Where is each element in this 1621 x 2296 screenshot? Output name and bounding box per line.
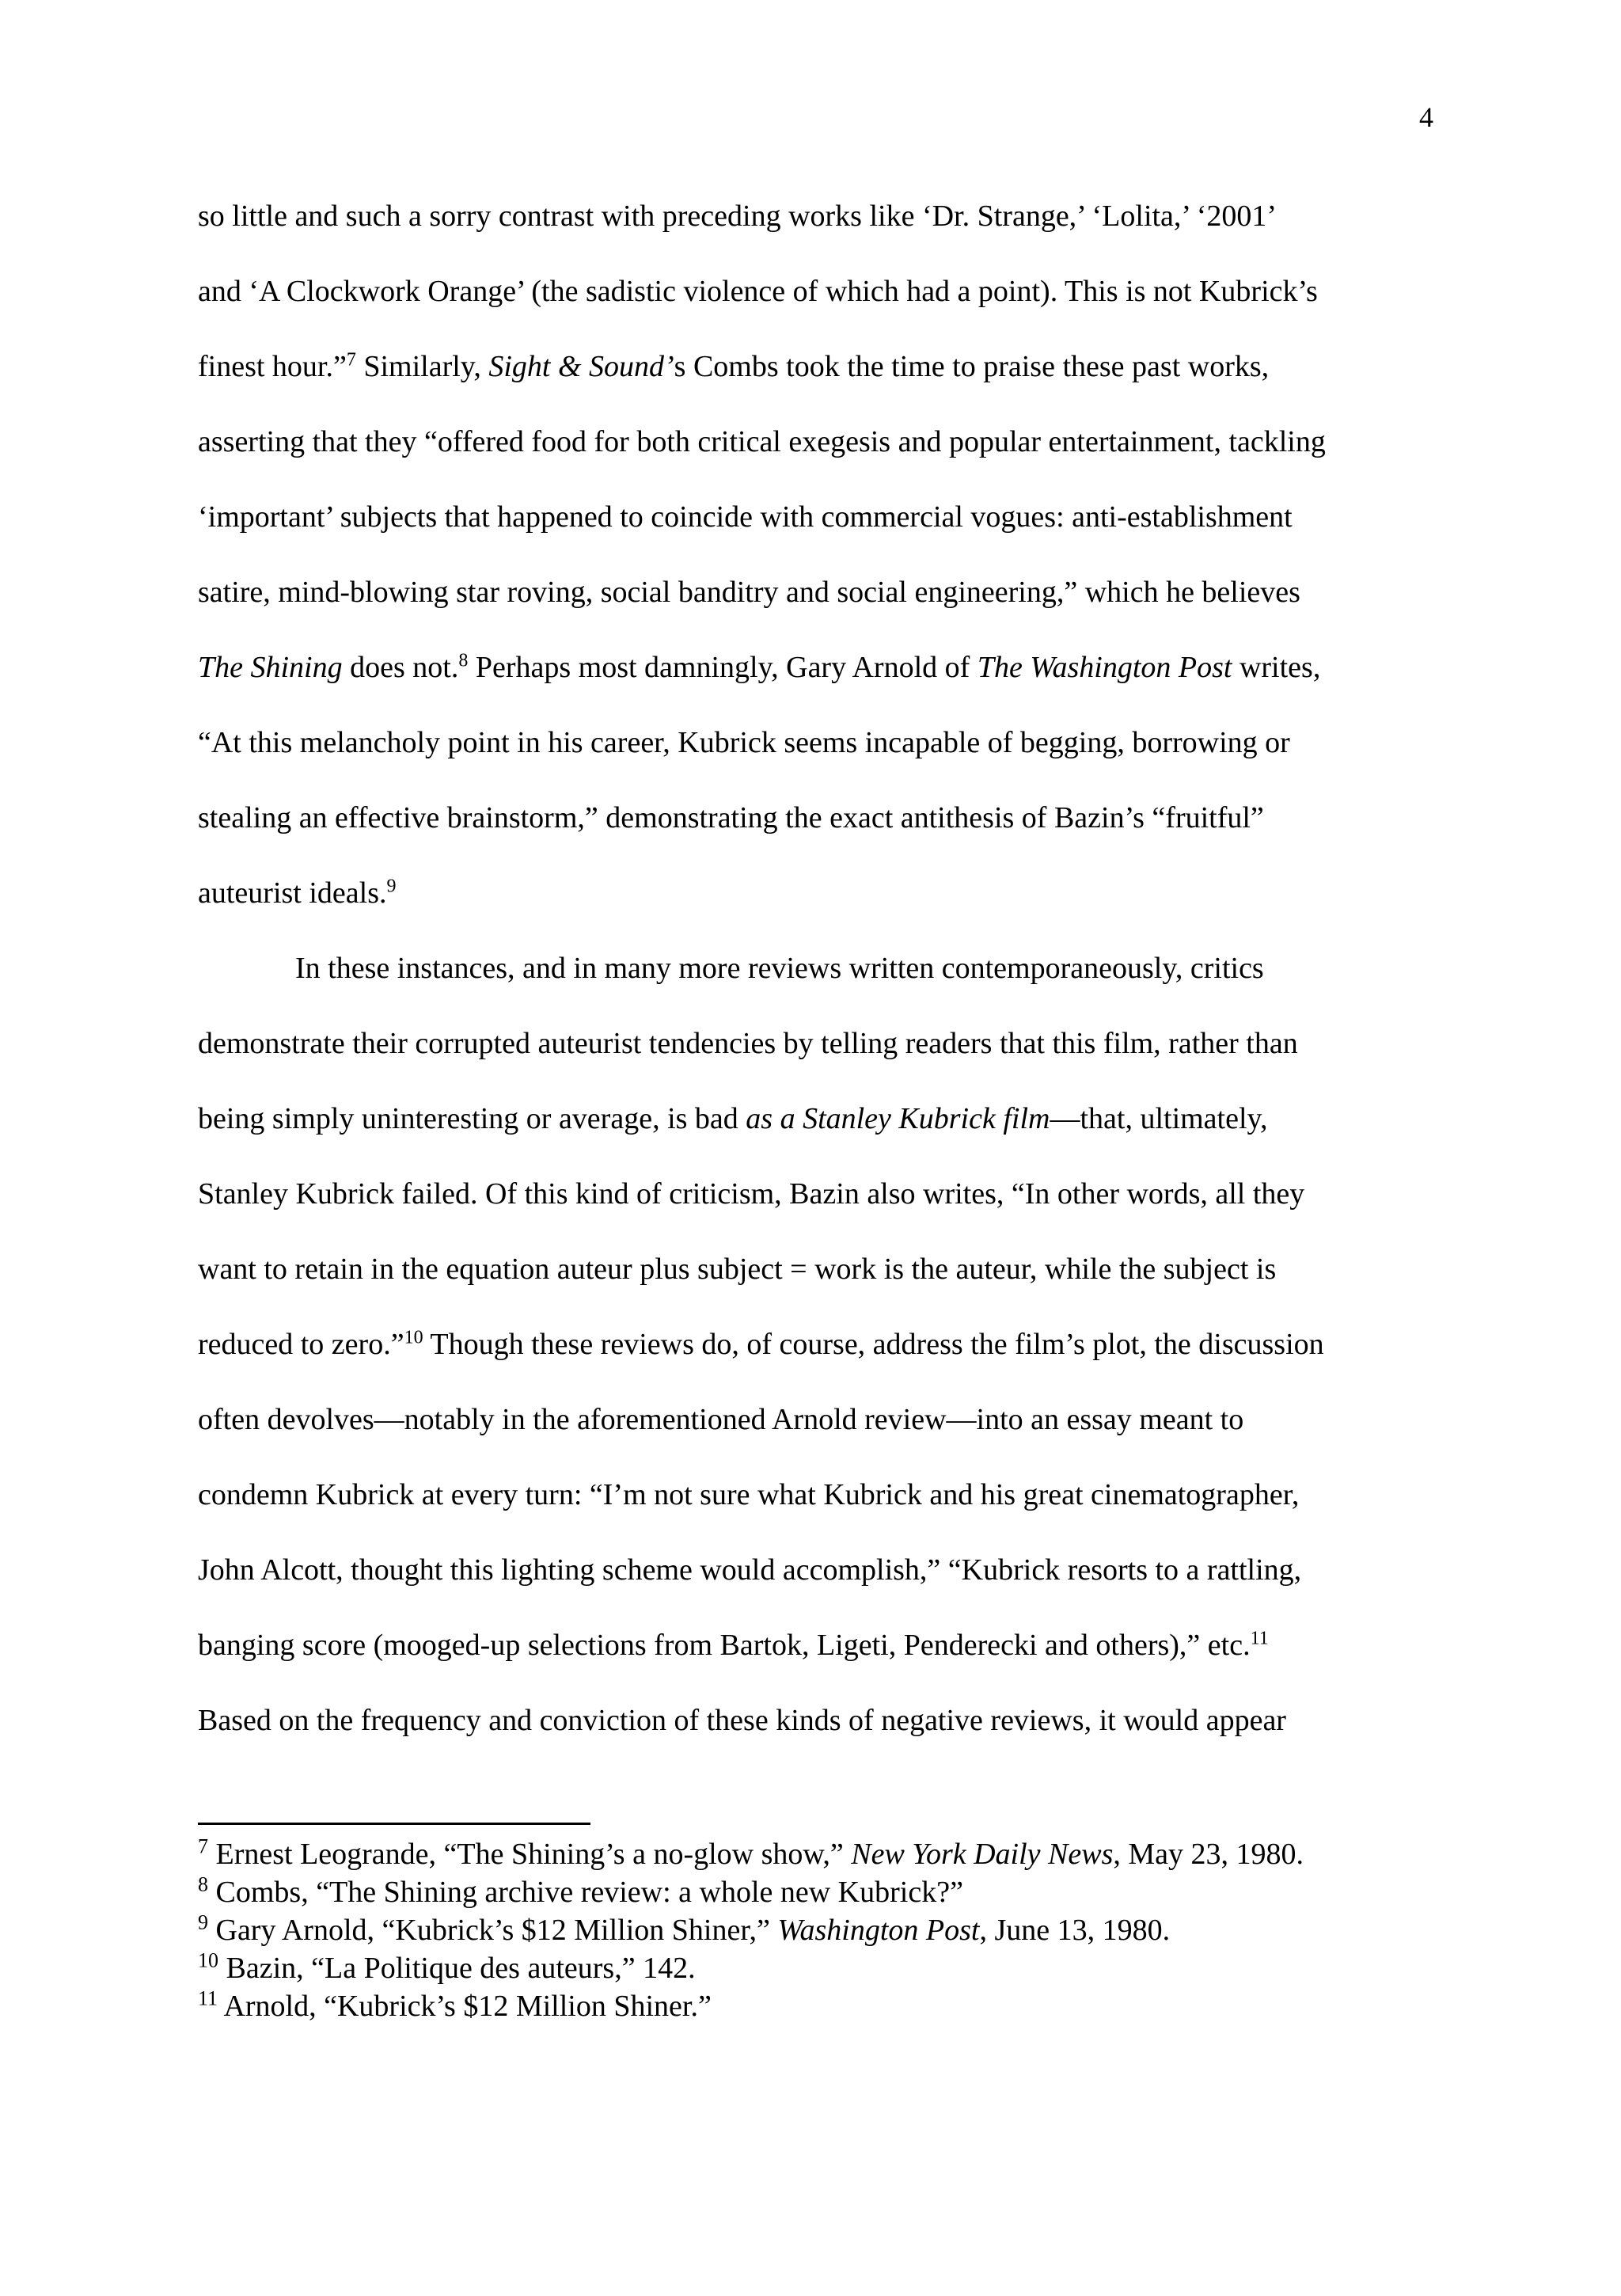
footnote-separator — [198, 1823, 590, 1825]
text-line: John Alcott, thought this lighting scheme would accomplish,” “Kubrick resorts to a rattling, — [198, 1553, 1302, 1587]
paragraph-2 — [198, 948, 1437, 1776]
footnote-8 — [198, 1873, 1464, 1911]
footnote-11 — [198, 1987, 1464, 2025]
text-run: Though these reviews do, of course, address the film’s plot, the discussion — [423, 1328, 1324, 1361]
text-line — [198, 648, 1437, 723]
text-run: s Combs took the time to praise these past works, — [674, 350, 1270, 383]
footnote-number: 11 — [198, 1986, 218, 2010]
text-line: ‘important’ subjects that happened to coincide with commercial vogues: anti-establishment — [198, 500, 1293, 534]
text-run: finest hour.” — [198, 350, 347, 383]
footnote-text: Arnold, “Kubrick’s $12 Million Shiner.” — [218, 1990, 712, 2023]
footnote-text: , June 13, 1980. — [979, 1914, 1171, 1947]
footnote-text: , May 23, 1980. — [1113, 1838, 1304, 1871]
text-line — [198, 1325, 1437, 1400]
text-line: Based on the frequency and conviction of these kinds of negative reviews, it would appear — [198, 1704, 1286, 1737]
text-line: Stanley Kubrick failed. Of this kind of criticism, Bazin also writes, “In other words, all they — [198, 1177, 1305, 1211]
text-run: does not. — [342, 651, 459, 684]
paragraph-1 — [198, 196, 1437, 948]
body-text — [198, 196, 1437, 1776]
footnotes — [198, 1835, 1464, 2025]
text-line: asserting that they “offered food for both critical exegesis and popular entertainment, tackling — [198, 425, 1326, 458]
footnote-ref-10: 10 — [404, 1327, 423, 1348]
text-line — [198, 347, 1437, 422]
text-line — [198, 1099, 1437, 1174]
text-run: writes, — [1232, 651, 1321, 684]
footnote-number: 8 — [198, 1872, 208, 1896]
text-line: so little and such a sorry contrast with preceding works like ‘Dr. Strange,’ ‘Lolita,’ ‘2001’ — [198, 200, 1277, 233]
italic-title: Sight & Sound’ — [488, 350, 674, 383]
text-line: often devolves—notably in the aforementioned Arnold review—into an essay meant to — [198, 1403, 1244, 1436]
footnote-text: Bazin, “La Politique des auteurs,” 142. — [218, 1952, 696, 1985]
text-line — [198, 1625, 1437, 1701]
footnote-9 — [198, 1911, 1464, 1949]
footnote-source: Washington Post — [777, 1914, 980, 1947]
footnote-number: 7 — [198, 1834, 208, 1858]
footnote-text: Ernest Leogrande, “The Shining’s a no-glow show,” — [208, 1838, 852, 1871]
text-line — [198, 873, 1437, 948]
footnote-ref-9: 9 — [386, 876, 397, 897]
italic-title: The Washington Post — [977, 651, 1232, 684]
footnote-ref-7: 7 — [346, 349, 356, 371]
footnote-7 — [198, 1835, 1464, 1873]
text-run: Perhaps most damningly, Gary Arnold of — [468, 651, 978, 684]
footnote-10 — [198, 1949, 1464, 1987]
footnote-text: Gary Arnold, “Kubrick’s $12 Million Shiner,” — [208, 1914, 778, 1947]
footnote-number: 10 — [198, 1948, 218, 1972]
page-number: 4 — [1419, 101, 1433, 133]
italic-title: The Shining — [198, 651, 343, 684]
footnote-source: New York Daily News — [851, 1838, 1114, 1871]
footnote-text: Combs, “The Shining archive review: a whole new Kubrick?” — [208, 1876, 963, 1909]
text-line: demonstrate their corrupted auteurist tendencies by telling readers that this film, rather than — [198, 1027, 1298, 1060]
footnote-ref-11: 11 — [1250, 1628, 1269, 1649]
text-run: reduced to zero.” — [198, 1328, 404, 1361]
text-line: want to retain in the equation auteur plus subject = work is the auteur, while the subject is — [198, 1253, 1277, 1286]
text-run: —that, ultimately, — [1050, 1102, 1268, 1135]
italic-phrase: as a Stanley Kubrick film — [746, 1102, 1050, 1135]
footnote-number: 9 — [198, 1910, 208, 1934]
text-line: condemn Kubrick at every turn: “I’m not sure what Kubrick and his great cinematographer, — [198, 1478, 1300, 1511]
text-run: auteurist ideals. — [198, 876, 387, 910]
text-line: stealing an effective brainstorm,” demonstrating the exact antithesis of Bazin’s “fruitful” — [198, 801, 1264, 834]
text-run: being simply uninteresting or average, is bad — [198, 1102, 746, 1135]
footnote-ref-8: 8 — [458, 650, 469, 671]
text-line: satire, mind-blowing star roving, social banditry and social engineering,” which he believes — [198, 576, 1300, 609]
text-line: and ‘A Clockwork Orange’ (the sadistic violence of which had a point). This is not Kubrick’s — [198, 275, 1318, 308]
text-line: “At this melancholy point in his career, Kubrick seems incapable of begging, borrowing or — [198, 726, 1290, 759]
text-run: Similarly, — [355, 350, 489, 383]
text-run: banging score (mooged-up selections from Bartok, Ligeti, Penderecki and others),” etc. — [198, 1629, 1251, 1662]
text-line: In these instances, and in many more reviews written contemporaneously, critics — [295, 952, 1264, 985]
